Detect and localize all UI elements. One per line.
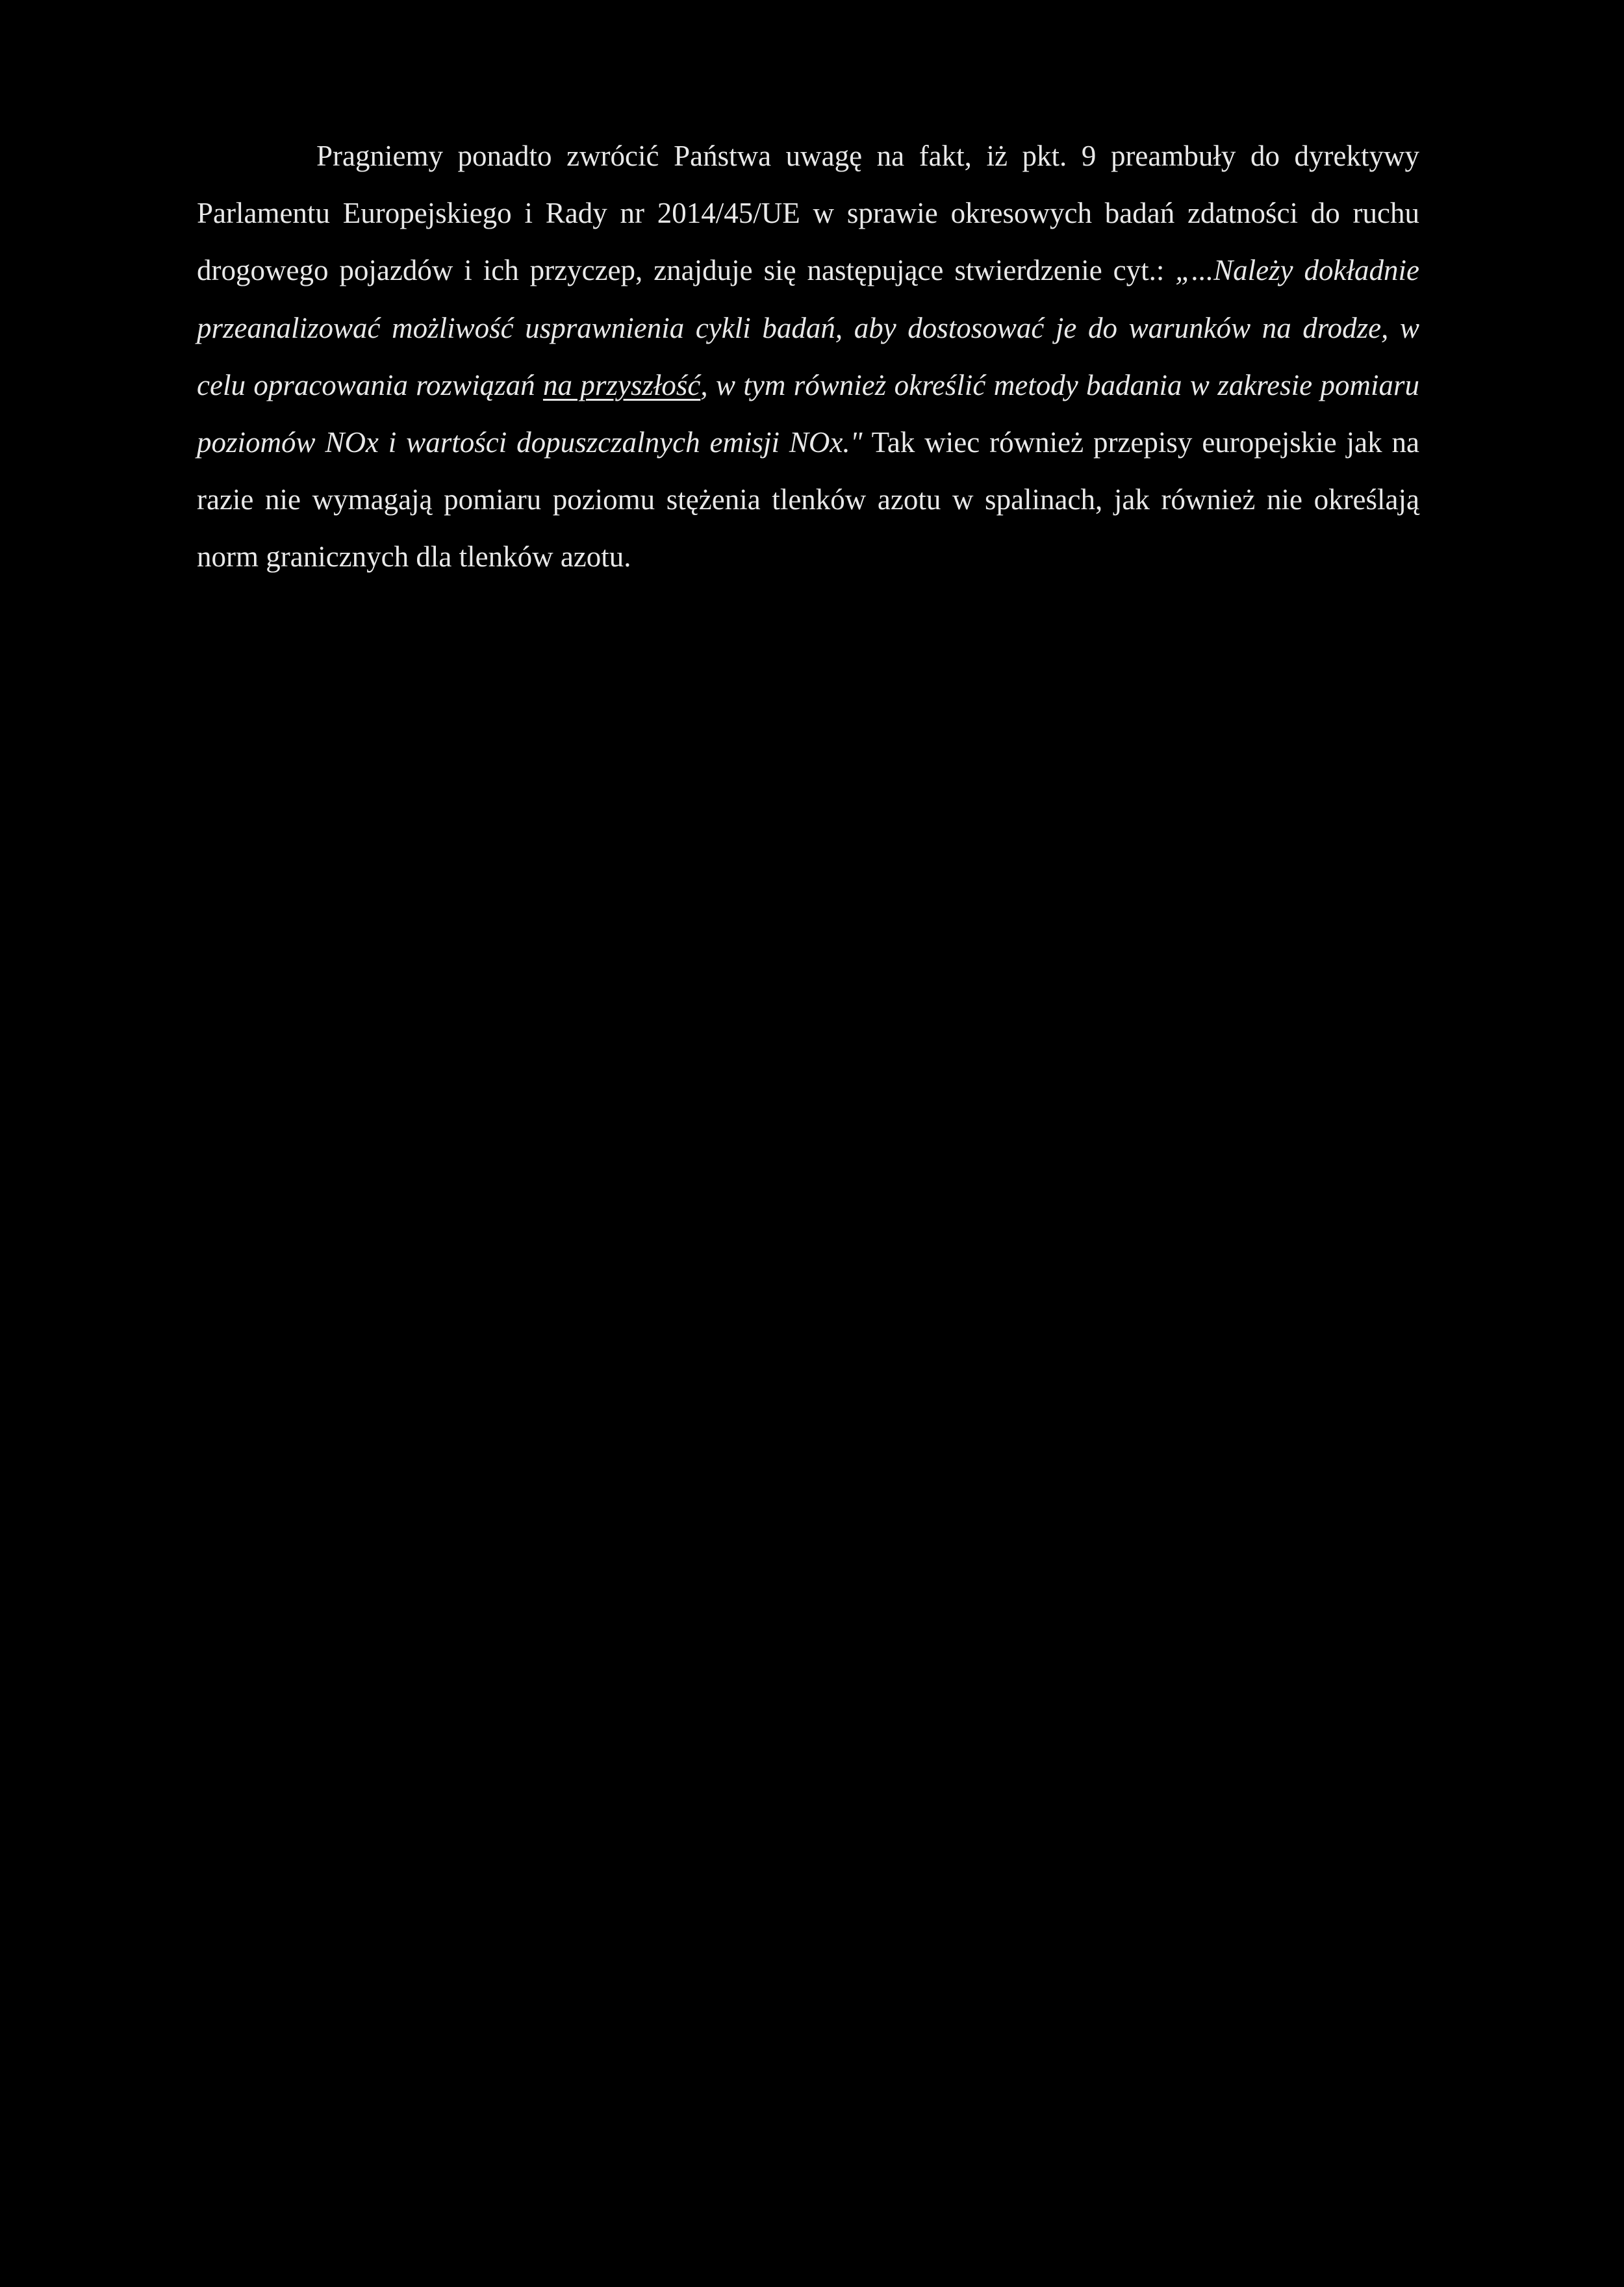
quote-underlined-phrase: na przyszłość	[542, 368, 701, 401]
paragraph-conclusion: Tak wiec również przepisy europejskie jak na razie nie wymagają pomiaru poziomu stężenia tlenków azotu w spalinach, jak również nie określają norm granicznych dla tlenków azotu.	[197, 426, 1419, 574]
quote-text-part2: , w tym również określić metody badania w zakresie pomiaru poziomów NOx i wartości dopuszczalnych emisji NOx."	[197, 368, 1419, 459]
body-paragraph	[197, 127, 1419, 586]
paragraph-intro: Pragniemy ponadto zwrócić Państwa uwagę na fakt, iż pkt. 9 preambuły do dyrektywy Parlamentu Europejskiego i Rady nr 2014/45/UE w sprawie okresowych badań zdatności do ruchu drogowego pojazdów i ich przyczep, znajduje się następujące stwierdzenie cyt.:	[197, 140, 1419, 287]
quote-text-part1: „...Należy dokładnie przeanalizować możliwość usprawnienia cykli badań, aby dostosować je do warunków na drodze, w celu opracowania rozwiązań	[197, 254, 1419, 401]
